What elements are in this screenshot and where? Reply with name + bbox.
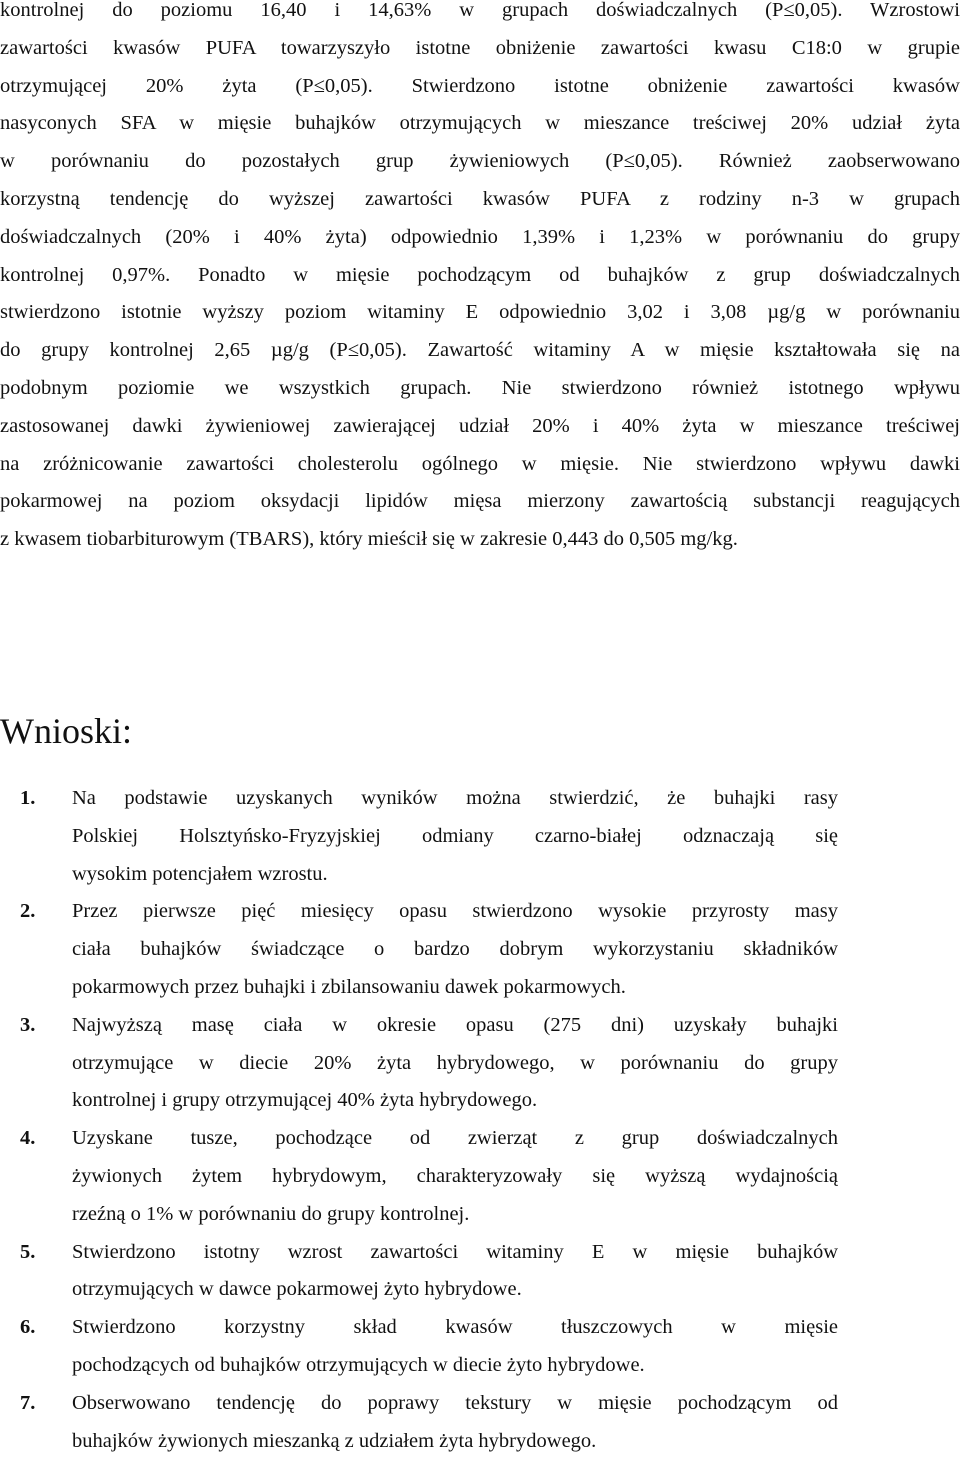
conclusion-line: Najwyższą masę ciała w okresie opasu (275 dni) uzyskały buhajki xyxy=(72,1013,838,1036)
paragraph-line: w porównaniu do pozostałych grup żywieniowych (P≤0,05). Również zaobserwowano xyxy=(0,150,960,173)
paragraph-line: z kwasem tiobarbiturowym (TBARS), który mieścił się w zakresie 0,443 do 0,505 mg/kg. xyxy=(0,528,738,551)
conclusion-number: 7. xyxy=(20,1391,36,1414)
paragraph-line: podobnym poziomie we wszystkich grupach. Nie stwierdzono również istotnego wpływu xyxy=(0,376,960,399)
conclusion-number: 6. xyxy=(20,1316,36,1339)
paragraph-line: do grupy kontrolnej 2,65 µg/g (P≤0,05). Zawartość witaminy A w mięsie kształtowała się na xyxy=(0,339,960,362)
paragraph-line: stwierdzono istotnie wyższy poziom witaminy E odpowiednio 3,02 i 3,08 µg/g w porównaniu xyxy=(0,301,960,324)
conclusion-line: żywionych żytem hybrydowym, charakteryzowały się wyższą wydajnością xyxy=(72,1164,838,1187)
paragraph-line: nasyconych SFA w mięsie buhajków otrzymujących w mieszance treściwej 20% udział żyta xyxy=(0,112,960,135)
paragraph-line: korzystną tendencję do wyższej zawartości kwasów PUFA z rodziny n-3 w grupach xyxy=(0,187,960,210)
conclusion-line: Stwierdzono istotny wzrost zawartości witaminy E w mięsie buhajków xyxy=(72,1240,838,1263)
conclusion-line: Obserwowano tendencję do poprawy tekstury w mięsie pochodzącym od xyxy=(72,1391,838,1414)
conclusion-item xyxy=(0,893,960,1006)
conclusion-number: 5. xyxy=(20,1240,36,1263)
conclusion-number: 3. xyxy=(20,1013,36,1036)
conclusion-item xyxy=(0,1007,960,1120)
conclusion-line: ciała buhajków świadczące o bardzo dobrym wykorzystaniu składników xyxy=(72,938,838,961)
conclusion-text xyxy=(72,1120,838,1233)
paragraph-line: zastosowanej dawki żywieniowej zawierającej udział 20% i 40% żyta w mieszance treściwej xyxy=(0,414,960,437)
paragraph-line: zawartości kwasów PUFA towarzyszyło istotne obniżenie zawartości kwasu C18:0 w grupie xyxy=(0,36,960,59)
paragraph-line: doświadczalnych (20% i 40% żyta) odpowiednio 1,39% i 1,23% w porównaniu do grupy xyxy=(0,225,960,248)
conclusion-item xyxy=(0,1309,960,1385)
conclusions-heading: Wnioski: xyxy=(0,711,132,751)
conclusion-line: pokarmowych przez buhajki i zbilansowaniu dawek pokarmowych. xyxy=(72,975,626,998)
conclusion-text xyxy=(72,893,838,1006)
conclusion-line: rzeźną o 1% w porównaniu do grupy kontrolnej. xyxy=(72,1202,470,1225)
conclusion-item xyxy=(0,780,960,893)
conclusion-line: Na podstawie uzyskanych wyników można stwierdzić, że buhajki rasy xyxy=(72,787,838,809)
conclusion-number: 4. xyxy=(20,1127,36,1150)
paragraph-line: kontrolnej 0,97%. Ponadto w mięsie pochodzącym od buhajków z grup doświadczalnych xyxy=(0,263,960,286)
conclusion-line: Przez pierwsze pięć miesięcy opasu stwierdzono wysokie przyrosty masy xyxy=(72,900,838,923)
conclusion-line: otrzymujące w diecie 20% żyta hybrydowego, w porównaniu do grupy xyxy=(72,1051,838,1074)
conclusion-line: pochodzących od buhajków otrzymujących w diecie żyto hybrydowe. xyxy=(72,1353,645,1376)
results-paragraph xyxy=(0,0,960,559)
paragraph-line: otrzymującej 20% żyta (P≤0,05). Stwierdzono istotne obniżenie zawartości kwasów xyxy=(0,74,960,97)
paragraph-line: pokarmowej na poziom oksydacji lipidów mięsa mierzony zawartością substancji reagujących xyxy=(0,490,960,513)
conclusion-line: buhajków żywionych mieszanką z udziałem żyta hybrydowego. xyxy=(72,1429,597,1452)
conclusion-line: Stwierdzono korzystny skład kwasów tłuszczowych w mięsie xyxy=(72,1316,838,1339)
conclusion-line: kontrolnej i grupy otrzymującej 40% żyta hybrydowego. xyxy=(72,1089,538,1112)
conclusion-text xyxy=(72,1007,838,1120)
conclusion-text xyxy=(72,1385,838,1460)
paragraph-line: kontrolnej do poziomu 16,40 i 14,63% w grupach doświadczalnych (P≤0,05). Wzrostowi xyxy=(0,0,960,21)
conclusion-text xyxy=(72,780,838,893)
conclusion-item xyxy=(0,1120,960,1233)
conclusion-text xyxy=(72,1234,838,1310)
conclusion-line: otrzymujących w dawce pokarmowej żyto hybrydowe. xyxy=(72,1278,522,1301)
conclusion-item xyxy=(0,1234,960,1310)
conclusion-line: Polskiej Holsztyńsko-Fryzyjskiej odmiany czarno-białej odznaczają się xyxy=(72,824,838,847)
conclusions-list xyxy=(0,780,960,1460)
conclusion-item xyxy=(0,1385,960,1460)
conclusion-number: 1. xyxy=(20,787,36,809)
conclusion-number: 2. xyxy=(20,900,36,923)
conclusion-line: Uzyskane tusze, pochodzące od zwierząt z grup doświadczalnych xyxy=(72,1127,838,1150)
conclusion-text xyxy=(72,1309,838,1385)
conclusion-line: wysokim potencjałem wzrostu. xyxy=(72,862,328,885)
paragraph-line: na zróżnicowanie zawartości cholesterolu ogólnego w mięsie. Nie stwierdzono wpływu dawki xyxy=(0,452,960,475)
